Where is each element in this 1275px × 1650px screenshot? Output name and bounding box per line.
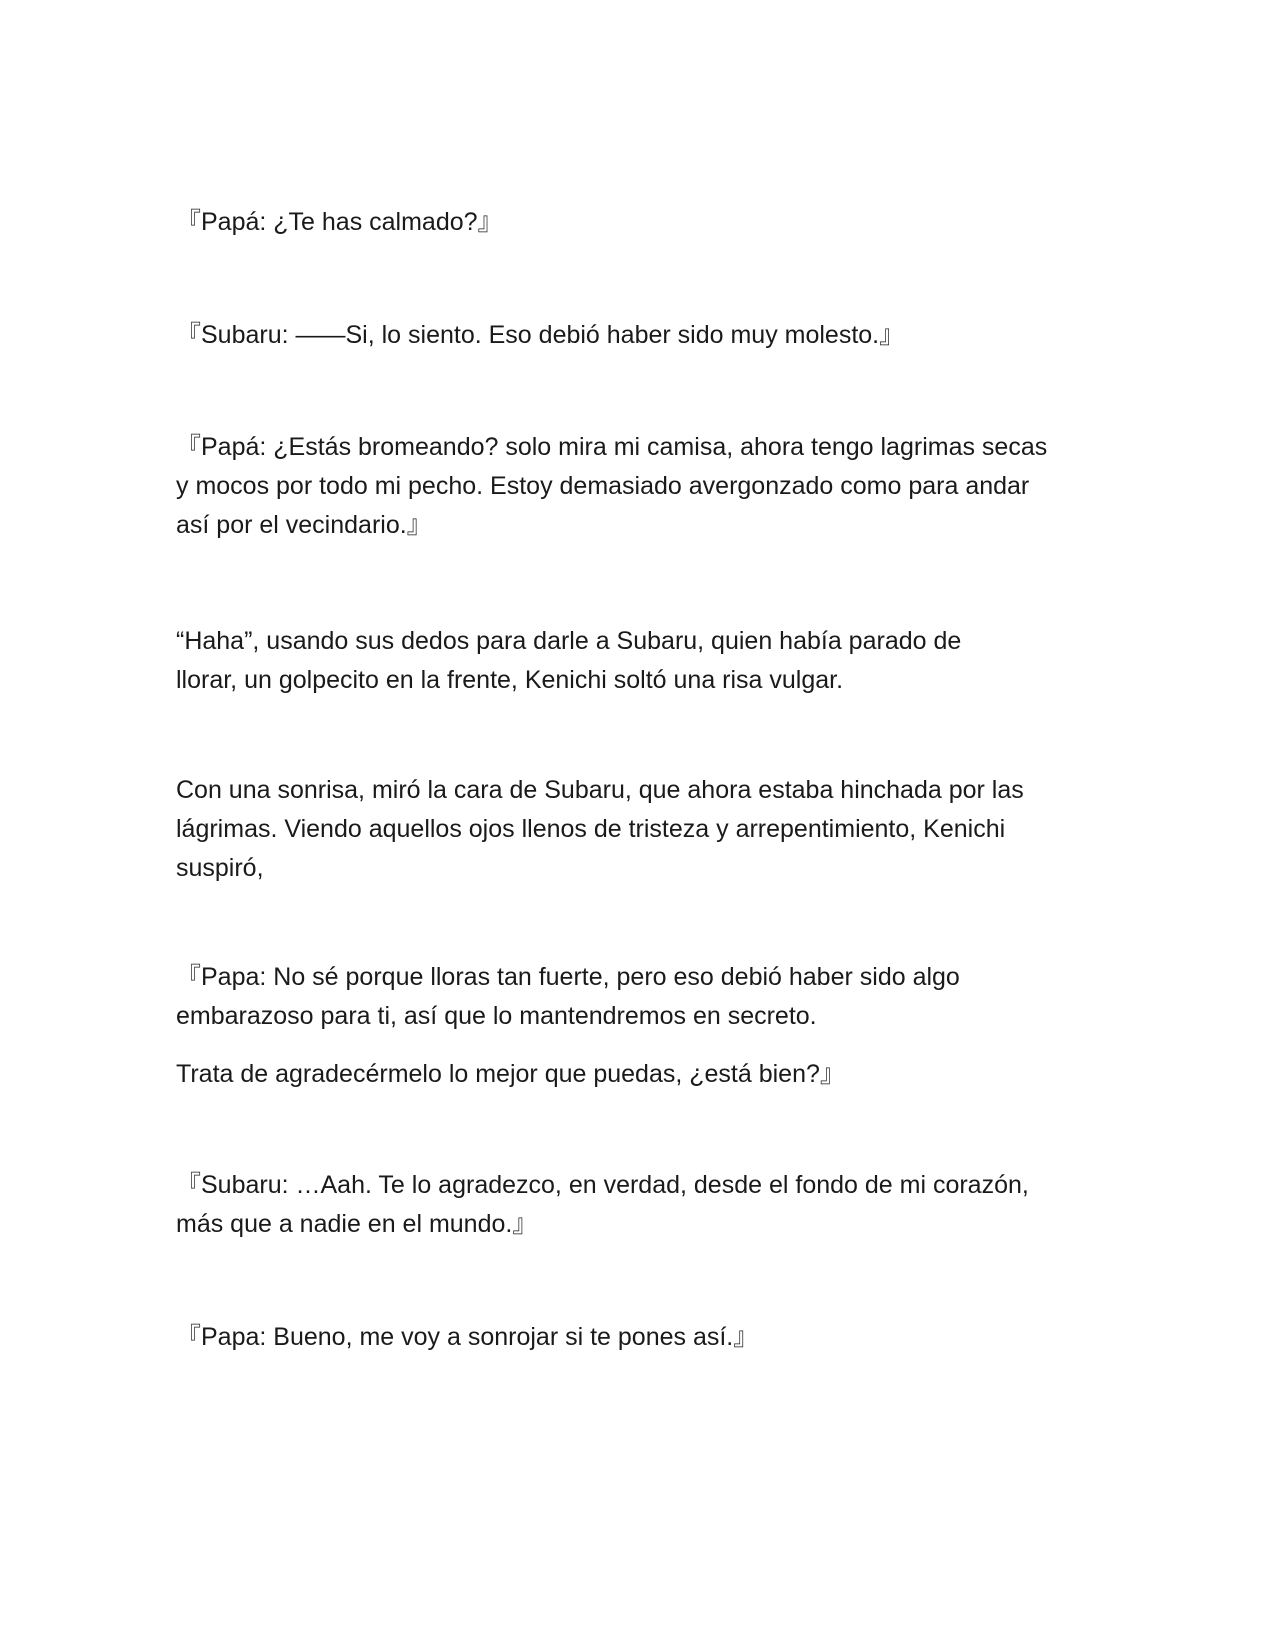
text-line: embarazoso para ti, así que lo mantendremos en secreto. (176, 1002, 817, 1030)
dialogue-paragraph (176, 1318, 1106, 1357)
text-line: 『Papa: No sé porque lloras tan fuerte, pero eso debió haber sido algo (176, 963, 960, 991)
text-line: 『Papá: ¿Estás bromeando? solo mira mi camisa, ahora tengo lagrimas secas (176, 433, 1048, 461)
text-line: así por el vecindario.』 (176, 511, 432, 539)
dialogue-paragraph (176, 1055, 1106, 1094)
text-line: llorar, un golpecito en la frente, Kenichi soltó una risa vulgar. (176, 666, 844, 694)
narration-paragraph (176, 622, 1106, 700)
text-line: Trata de agradecérmelo lo mejor que puedas, ¿está bien?』 (176, 1060, 845, 1088)
text-line: y mocos por todo mi pecho. Estoy demasiado avergonzado como para andar (176, 472, 1030, 500)
dialogue-paragraph (176, 428, 1106, 545)
text-line: 『Papá: ¿Te has calmado?』 (176, 208, 503, 236)
dialogue-paragraph (176, 203, 1106, 242)
text-line: Con una sonrisa, miró la cara de Subaru, que ahora estaba hinchada por las (176, 776, 1024, 804)
text-line: lágrimas. Viendo aquellos ojos llenos de tristeza y arrepentimiento, Kenichi (176, 815, 1006, 843)
narration-paragraph (176, 771, 1106, 888)
text-line: más que a nadie en el mundo.』 (176, 1210, 538, 1238)
dialogue-paragraph (176, 1166, 1106, 1244)
dialogue-paragraph (176, 958, 1106, 1036)
text-line: 『Subaru: …Aah. Te lo agradezco, en verdad, desde el fondo de mi corazón, (176, 1171, 1029, 1199)
text-line: 『Subaru: ——Si, lo siento. Eso debió haber sido muy molesto.』 (176, 321, 905, 349)
text-line: suspiró, (176, 854, 264, 882)
dialogue-paragraph (176, 316, 1106, 355)
text-line: “Haha”, usando sus dedos para darle a Subaru, quien había parado de (176, 627, 962, 655)
text-line: 『Papa: Bueno, me voy a sonrojar si te pones así.』 (176, 1323, 759, 1351)
